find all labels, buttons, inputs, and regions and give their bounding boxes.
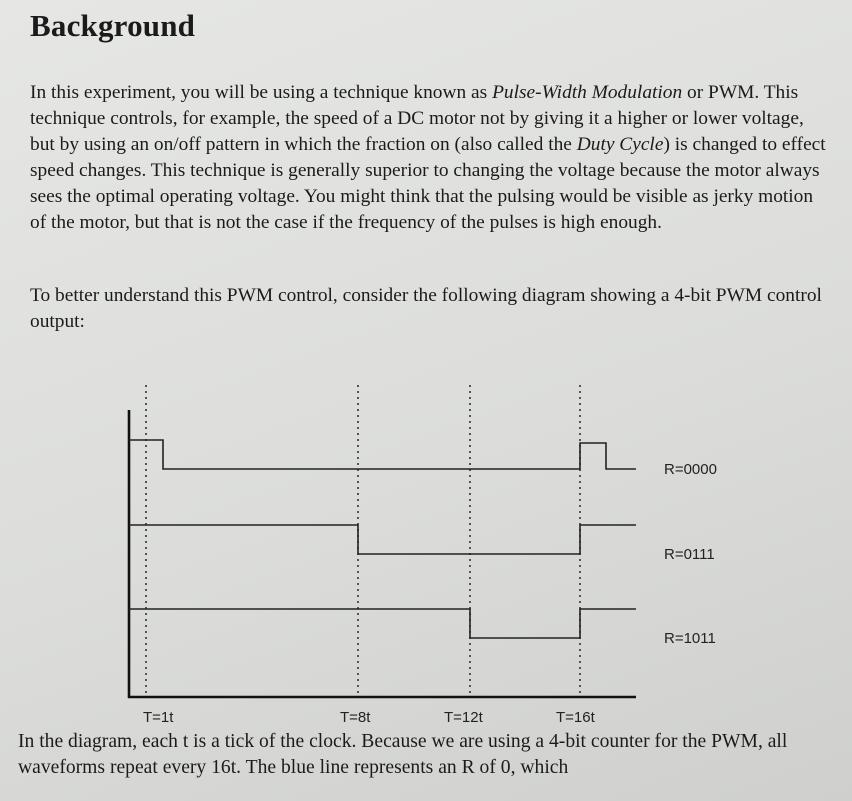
- waveform-r0111: [129, 525, 636, 554]
- time-label-t16: T=16t: [556, 709, 595, 726]
- time-label-t1: T=1t: [143, 709, 174, 726]
- term-duty-cycle: Duty Cycle: [576, 134, 664, 156]
- waveform-r0000: [129, 440, 636, 469]
- waveform-label-r0111: R=0111: [664, 546, 715, 563]
- waveform-label-r1011: R=1011: [664, 630, 716, 647]
- intro-text-2: or PWM. This technique controls, for example, the speed of a DC motor not by giving it a higher or lower voltage, but by using an on/off pattern in which the fraction on (also called the: [30, 82, 804, 156]
- intro-text-1: In this experiment, you will be using a technique known as: [30, 82, 493, 103]
- waveform-label-r0000: R=0000: [664, 461, 717, 478]
- time-label-t12: T=12t: [444, 709, 483, 726]
- time-label-t8: T=8t: [340, 709, 371, 726]
- intro-text-3: ) is changed to effect speed changes. This technique is generally superior to changing the voltage because the motor always sees the optimal operating voltage. You might think that the pulsing would be visible as jerky motion of the motor, but that is not the case if the frequency of the pulses is high enough.: [30, 134, 826, 234]
- term-pulse-width-modulation: Pulse-Width Modulation: [492, 82, 683, 103]
- diagram-intro-paragraph: To better understand this PWM control, consider the following diagram showing a 4-bit PWM control output:: [30, 285, 822, 333]
- section-heading: Background: [30, 8, 196, 43]
- waveform-r1011: [129, 609, 636, 638]
- diagram-explanation-paragraph: In the diagram, each t is a tick of the clock. Because we are using a 4-bit counter for the PWM, all waveforms repeat every 16t. The blue line represents an R of 0, which: [18, 731, 788, 778]
